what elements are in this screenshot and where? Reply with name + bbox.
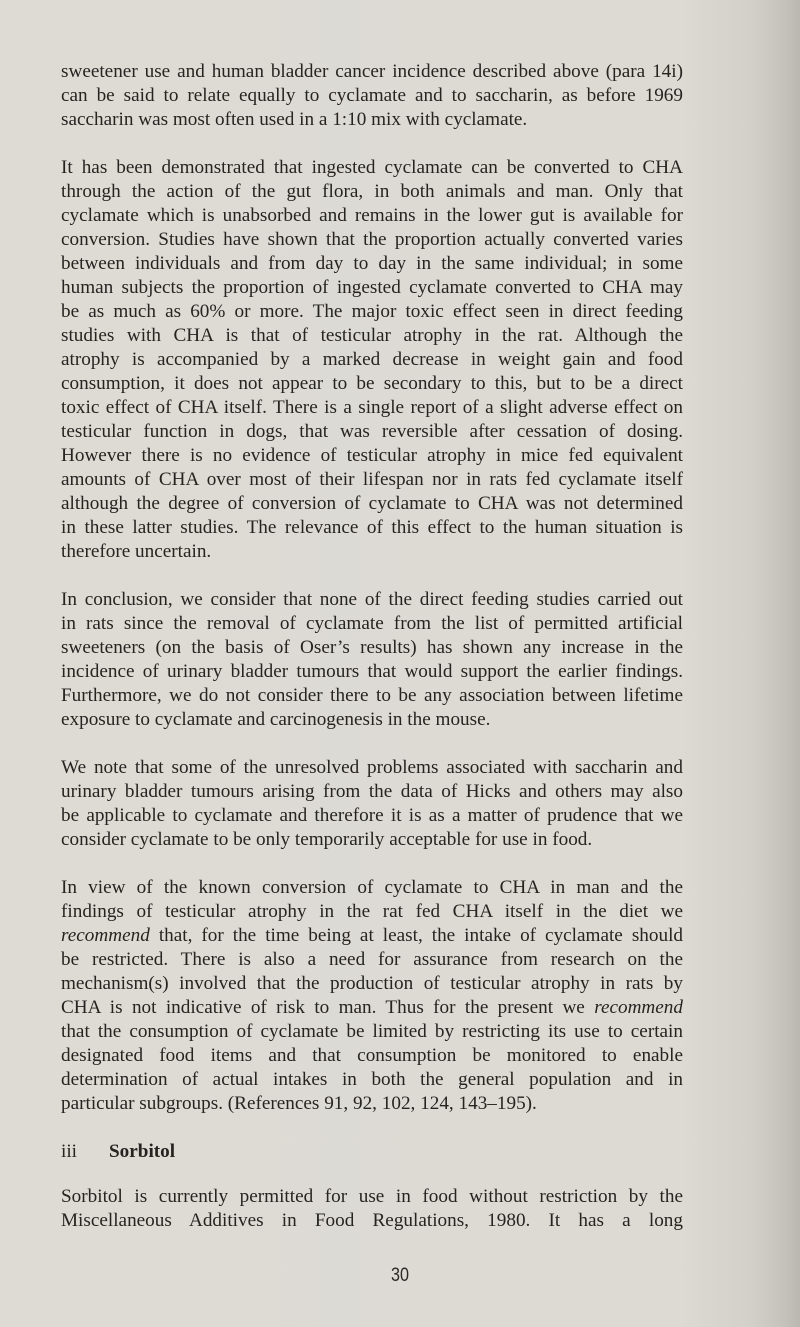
section-number: iii — [61, 1141, 77, 1162]
paragraph — [61, 756, 683, 852]
emphasis: recommend — [61, 925, 150, 946]
text-line: consider cyclamate to be only temporarily acceptable for use in food. — [61, 829, 593, 850]
text-line: consumption, it does not appear to be secondary to this, but to be a direct — [61, 373, 683, 394]
text-line: However there is no evidence of testicular atrophy in mice fed equivalent — [61, 445, 683, 466]
text-line: studies with CHA is that of testicular atrophy in the rat. Although the — [61, 325, 683, 346]
text-line: testicular function in dogs, that was reversible after cessation of dosing. — [61, 421, 683, 442]
paragraph — [61, 588, 683, 732]
text-line: in rats since the removal of cyclamate from the list of permitted artificial — [61, 613, 683, 634]
paragraph — [61, 60, 683, 132]
page-number: 30 — [391, 1265, 409, 1286]
section-heading — [61, 1140, 683, 1164]
text-line: findings of testicular atrophy in the rat fed CHA itself in the diet we — [61, 901, 683, 922]
text-line: human subjects the proportion of ingested cyclamate converted to CHA may — [61, 277, 683, 298]
text-line — [61, 996, 683, 1020]
text-line: amounts of CHA over most of their lifespan nor in rats fed cyclamate itself — [61, 469, 683, 490]
text-line: can be said to relate equally to cyclamate and to saccharin, as before 1969 — [61, 85, 683, 106]
paragraph — [61, 156, 683, 564]
text-line: Sorbitol is currently permitted for use in food without restriction by the — [61, 1186, 683, 1207]
text-line: be as much as 60% or more. The major toxic effect seen in direct feeding — [61, 301, 683, 322]
text-line: In view of the known conversion of cyclamate to CHA in man and the — [61, 877, 683, 898]
paragraph-recommendation — [61, 876, 683, 1116]
document-page — [61, 60, 683, 1257]
text-line: toxic effect of CHA itself. There is a single report of a slight adverse effect on — [61, 397, 683, 418]
text-line: sweeteners (on the basis of Oser’s results) has shown any increase in the — [61, 637, 683, 658]
text-line: We note that some of the unresolved problems associated with saccharin and — [61, 757, 683, 778]
text-line: that the consumption of cyclamate be limited by restricting its use to certain — [61, 1021, 683, 1042]
section-title: Sorbitol — [109, 1141, 176, 1162]
text-line: Furthermore, we do not consider there to be any association between lifetime — [61, 685, 683, 706]
text-line: be applicable to cyclamate and therefore it is as a matter of prudence that we — [61, 805, 683, 826]
text-line: exposure to cyclamate and carcinogenesis in the mouse. — [61, 709, 491, 730]
text-line: particular subgroups. (References 91, 92, 102, 124, 143–195). — [61, 1093, 537, 1114]
text-span: that, for the time being at least, the intake of cyclamate should — [149, 925, 683, 946]
text-line: in these latter studies. The relevance of this effect to the human situation is — [61, 517, 683, 538]
text-line: although the degree of conversion of cyclamate to CHA was not determined — [61, 493, 683, 514]
text-line: sweetener use and human bladder cancer incidence described above (para 14i) — [61, 61, 683, 82]
text-span: CHA is not indicative of risk to man. Thus for the present we — [61, 997, 595, 1018]
emphasis: recommend — [594, 997, 683, 1018]
body-paragraphs — [61, 60, 683, 852]
text-line: cyclamate which is unabsorbed and remains in the lower gut is available for — [61, 205, 683, 226]
text-line — [61, 924, 683, 948]
text-line: urinary bladder tumours arising from the data of Hicks and others may also — [61, 781, 683, 802]
text-line: conversion. Studies have shown that the proportion actually converted varies — [61, 229, 683, 250]
text-line: Miscellaneous Additives in Food Regulations, 1980. It has a long — [61, 1210, 683, 1231]
text-line: through the action of the gut flora, in both animals and man. Only that — [61, 181, 683, 202]
text-line: therefore uncertain. — [61, 541, 212, 562]
text-line: atrophy is accompanied by a marked decrease in weight gain and food — [61, 349, 683, 370]
text-line: be restricted. There is also a need for assurance from research on the — [61, 949, 683, 970]
text-line: It has been demonstrated that ingested cyclamate can be converted to CHA — [61, 157, 683, 178]
text-line: saccharin was most often used in a 1:10 mix with cyclamate. — [61, 109, 528, 130]
paragraph-sorbitol — [61, 1185, 683, 1233]
text-line: mechanism(s) involved that the production of testicular atrophy in rats by — [61, 973, 683, 994]
text-line: determination of actual intakes in both the general population and in — [61, 1069, 683, 1090]
text-line: between individuals and from day to day in the same individual; in some — [61, 253, 683, 274]
text-line: designated food items and that consumption be monitored to enable — [61, 1045, 683, 1066]
text-line: incidence of urinary bladder tumours that would support the earlier findings. — [61, 661, 683, 682]
text-line: In conclusion, we consider that none of the direct feeding studies carried out — [61, 589, 683, 610]
